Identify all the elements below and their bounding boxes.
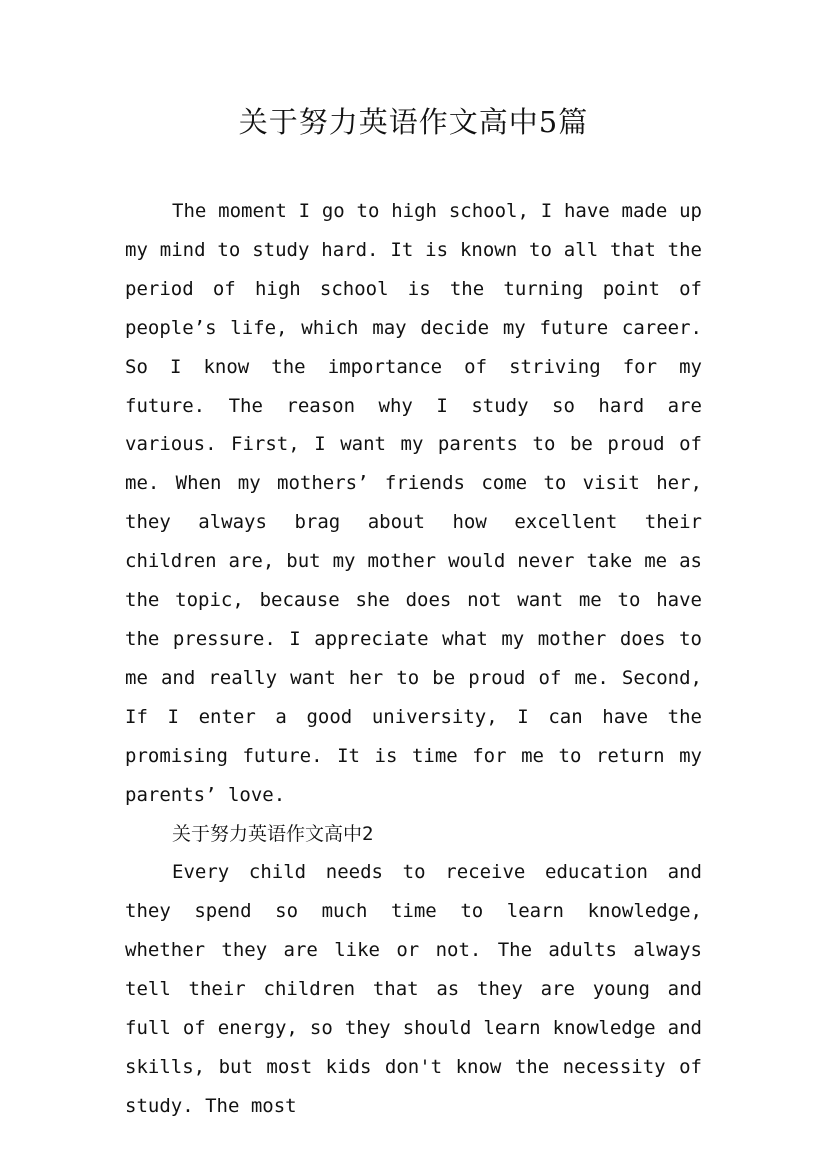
section-heading-2: 关于努力英语作文高中2 (172, 822, 374, 845)
paragraph-1: The moment I go to high school, I have made up my mind to study hard. It is known to all that the period of high school is the turning point of people’s life, which may decide my future career. So I know the importance of striving for my future. The reason why I study so hard are various. First, I want my parents to be proud of me. When my mothers’ friends come to visit her, they always brag about how excellent their children are, but my mother would never take me as the topic, because she does not want me to have the pressure. I appreciate what my mother does to me and really want her to be proud of me. Second, If I enter a good university, I can have the promising future. It is time for me to return my parents’ love. (125, 200, 702, 806)
paragraph-2: Every child needs to receive education and they spend so much time to learn knowledge, whether they are like or not. The adults always tell their children that as they are young and full of energy, so they should learn knowledge and skills, but most kids don't know the necessity of study. The most (125, 861, 702, 1117)
document-body (125, 192, 702, 1126)
document-title: 关于努力英语作文高中5篇 (238, 105, 589, 139)
